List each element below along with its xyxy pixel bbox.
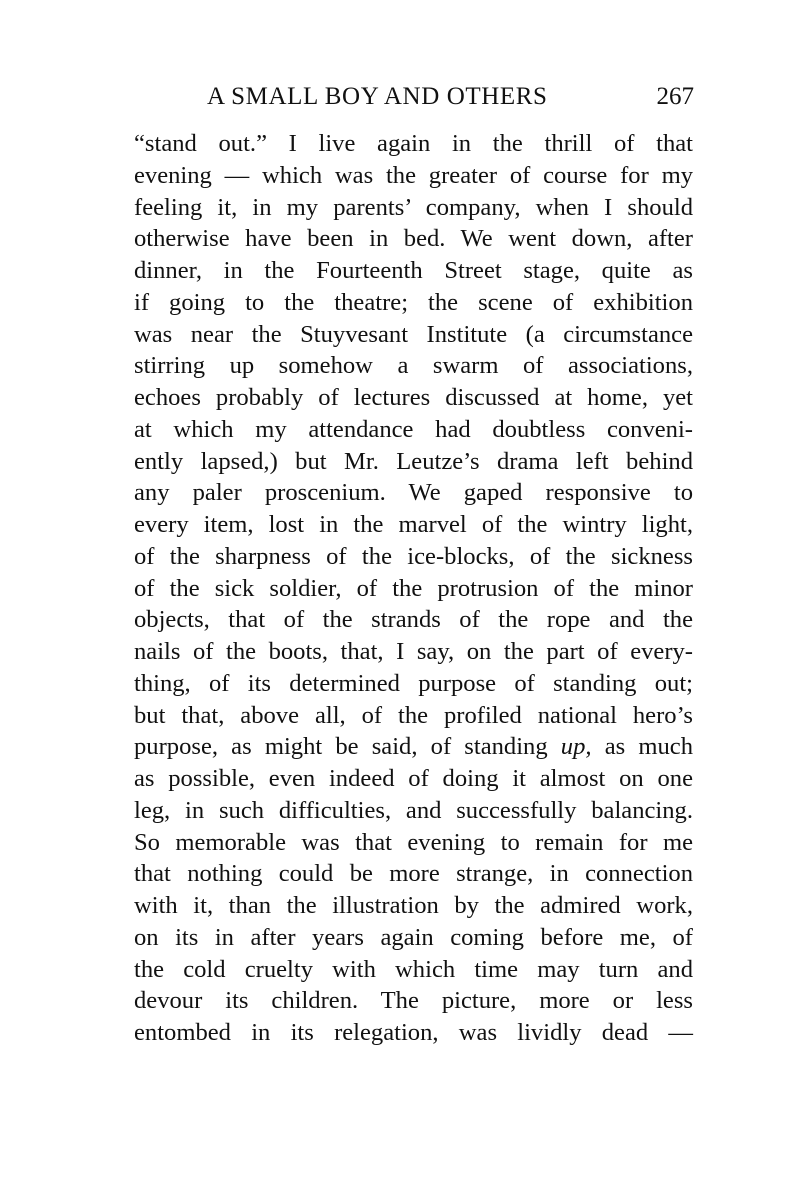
- text-line: that nothing could be more strange, in connection: [134, 860, 693, 888]
- text-line: leg, in such difficulties, and successfully balancing.: [134, 796, 693, 824]
- text-line: devour its children. The picture, more or less: [134, 987, 693, 1015]
- text-line: of the sharpness of the ice-blocks, of the sickness: [134, 542, 693, 570]
- text-line: as possible, even indeed of doing it almost on one: [134, 765, 693, 792]
- text-line: with it, than the illustration by the admired work,: [134, 892, 693, 919]
- text-line: every item, lost in the marvel of the wintry light,: [134, 511, 693, 538]
- text-line: echoes probably of lectures discussed at home, yet: [134, 384, 693, 411]
- text-line: entombed in its relegation, was lividly dead —: [134, 1019, 693, 1046]
- text-line: objects, that of the strands of the rope and the: [134, 606, 693, 634]
- text-segment: as much: [591, 733, 693, 761]
- text-line: ently lapsed,) but Mr. Leutze’s drama left behind: [134, 447, 693, 475]
- text-segment: purpose, as might be said, of standing: [134, 733, 561, 761]
- text-line: evening — which was the greater of course for my: [134, 161, 693, 189]
- running-head: [134, 80, 694, 114]
- text-line: So memorable was that evening to remain for me: [134, 828, 693, 856]
- text-line: on its in after years again coming before me, of: [134, 923, 693, 951]
- text-line: “stand out.” I live again in the thrill of that: [134, 130, 693, 157]
- text-line: otherwise have been in bed. We went down, after: [134, 225, 693, 253]
- text-line: but that, above all, of the profiled national hero’s: [134, 701, 693, 729]
- italic-emphasis: up,: [560, 733, 592, 761]
- page-number: 267: [656, 83, 694, 110]
- text-line: dinner, in the Fourteenth Street stage, quite as: [134, 257, 693, 284]
- text-line: the cold cruelty with which time may turn and: [134, 955, 693, 983]
- text-line: any paler proscenium. We gaped responsive to: [134, 479, 693, 507]
- text-line: was near the Stuyvesant Institute (a circumstance: [134, 320, 693, 348]
- text-line: stirring up somehow a swarm of associations,: [134, 352, 693, 380]
- text-line: [134, 731, 693, 763]
- text-line: feeling it, in my parents’ company, when I should: [134, 193, 693, 221]
- text-line: of the sick soldier, of the protrusion of the minor: [134, 574, 693, 602]
- text-line: at which my attendance had doubtless conveni-: [134, 415, 693, 443]
- body-text: [134, 128, 693, 1049]
- text-line: if going to the theatre; the scene of exhibition: [134, 288, 693, 316]
- running-title: A SMALL BOY AND OTHERS: [207, 83, 548, 110]
- text-line: nails of the boots, that, I say, on the part of every-: [134, 638, 693, 665]
- text-line: thing, of its determined purpose of standing out;: [134, 669, 693, 697]
